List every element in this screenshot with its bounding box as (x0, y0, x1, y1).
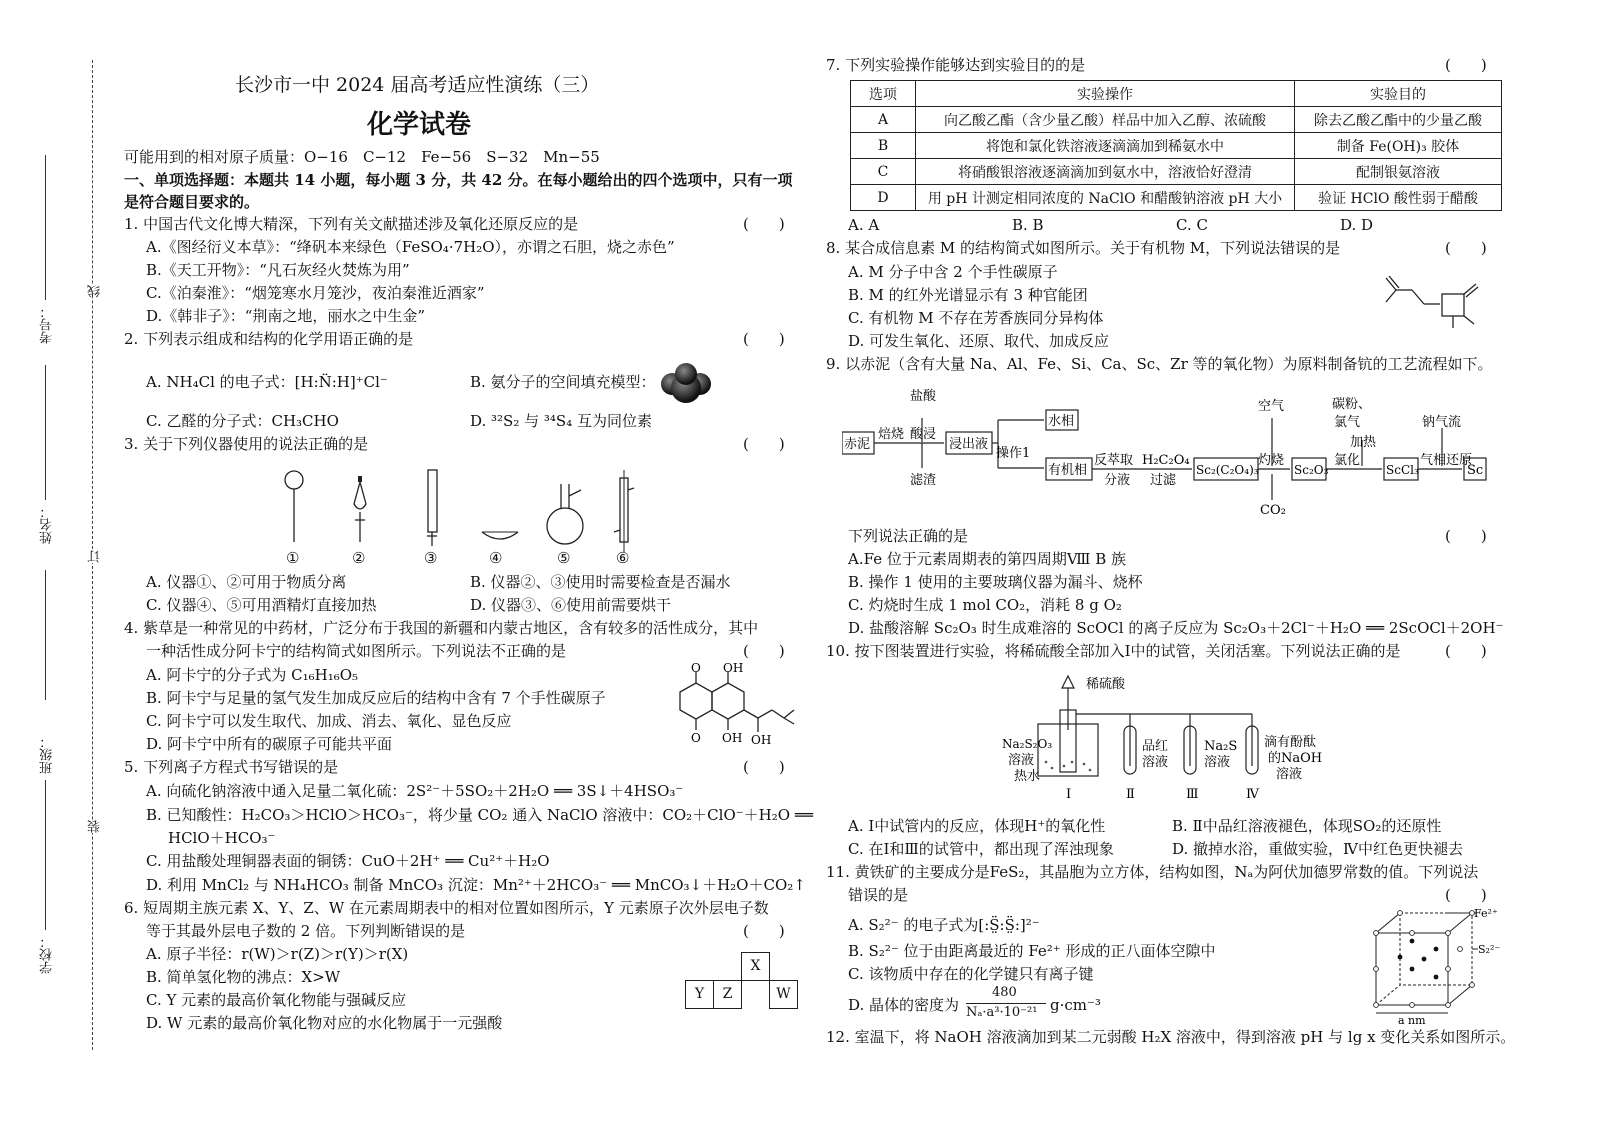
q7-option-a: A. A (848, 216, 880, 234)
exam-title: 长沙市一中 2024 届高考适应性演练（三） (235, 74, 600, 96)
q12-stem: 12. 室温下，将 NaOH 溶液滴加到某二元弱酸 H₂X 溶液中，得到溶液 pH 与 lg x 变化关系如图所示。 (826, 1028, 1516, 1046)
section1-line2: 是符合题目要求的。 (124, 193, 260, 211)
instrument-label-3: ③ (424, 549, 438, 567)
label-reshui: 热水 (1014, 769, 1041, 784)
label-naoh: 的NaOH (1268, 751, 1323, 766)
q5-option-b-1: B. 已知酸性：H₂CO₃＞HClO＞HCO₃⁻，将少量 CO₂ 通入 NaClO 溶液中：CO₂＋ClO⁻＋H₂O ══ (146, 806, 813, 824)
density-numerator: 480 (992, 985, 1017, 1000)
flow-zhuoshao: 灼烧 (1258, 453, 1285, 468)
q2-stem: 2. 下列表示组成和结构的化学用语正确的是 (124, 330, 414, 348)
tube-label-4: Ⅳ (1246, 787, 1259, 802)
q4-paren: ( ) (743, 642, 785, 660)
table-cell: A (851, 107, 916, 133)
table-header-row (851, 81, 1502, 107)
flow-lvzha: 滤渣 (910, 473, 937, 488)
scandium-process-flow (842, 380, 1502, 520)
flow-fenye: 分液 (1104, 473, 1131, 488)
table-cell: 用 pH 计测定相同浓度的 NaClO 和醋酸钠溶液 pH 大小 (916, 185, 1295, 211)
q9-option-b: B. 操作 1 使用的主要玻璃仪器为漏斗、烧杯 (848, 573, 1143, 591)
fraction-bar (966, 1003, 1046, 1004)
q7-option-d: D. D (1340, 216, 1374, 234)
shikonin-oh-side: OH (751, 733, 772, 747)
label-pinhong: 品红 (1142, 739, 1169, 754)
table-cell: 将硝酸银溶液逐滴滴加到氨水中，溶液恰好澄清 (916, 159, 1295, 185)
flow-naqiliu: 钠气流 (1422, 415, 1462, 430)
s2-label: S₂²⁻ (1478, 943, 1500, 956)
q3-stem: 3. 关于下列仪器使用的说法正确的是 (124, 435, 369, 453)
q7-option-c: C. C (1176, 216, 1208, 234)
q9-option-d: D. 盐酸溶解 Sc₂O₃ 时生成难溶的 ScOCl 的离子反应为 Sc₂O₃＋2Cl⁻＋H₂O ══ 2ScOCl＋2OH⁻ (848, 619, 1504, 637)
q7-option-b: B. B (1012, 216, 1044, 234)
q6-option-a: A. 原子半径：r(W)＞r(Z)＞r(Y)＞r(X) (146, 945, 409, 963)
q1-option-d: D.《韩非子》：“荆南之地，丽水之中生金” (146, 307, 426, 325)
lab-instruments-figure (270, 462, 650, 572)
shikonin-oh-top: OH (723, 662, 744, 675)
flow-guolv: 过滤 (1150, 473, 1177, 488)
label-rongye-2: 溶液 (1142, 755, 1169, 770)
q5-option-a: A. 向硫化钠溶液中通入足量二氧化硫：2S²⁻＋5SO₂＋2H₂O ══ 3S↓＋4HSO₃⁻ (146, 782, 684, 800)
fe-label: Fe²⁺ (1474, 907, 1498, 920)
q11-stem-2: 错误的是 (848, 886, 909, 904)
label-xiliusuan: 稀硫酸 (1086, 677, 1126, 692)
instrument-label-6: ⑥ (616, 549, 630, 567)
q7-stem: 7. 下列实验操作能够达到实验目的的是 (826, 56, 1086, 74)
flow-lvqi: 氯气 (1334, 415, 1361, 430)
q11-option-d-prefix: D. 晶体的密度为 (848, 996, 960, 1014)
q11-option-c: C. 该物质中存在的化学键只有离子键 (848, 965, 1094, 983)
exam-no-line (45, 155, 46, 300)
table-cell: 向乙酸乙酯（含少量乙酸）样品中加入乙醇、浓硫酸 (916, 107, 1295, 133)
q2-option-a: A. NH₄Cl 的电子式：[H:N̈:H]⁺Cl⁻ (146, 373, 388, 391)
q3-option-b: B. 仪器②、③使用时需要检查是否漏水 (470, 573, 731, 591)
q6-paren: ( ) (743, 922, 785, 940)
cell-z: Z (713, 980, 742, 1009)
q4-option-c: C. 阿卡宁可以发生取代、加成、消去、氧化、显色反应 (146, 712, 512, 730)
flow-youjixiang: 有机相 (1048, 463, 1088, 478)
flow-suanjin: 酸浸 (910, 427, 937, 442)
cell-y: Y (685, 980, 714, 1009)
q1-option-c: C.《泊秦淮》：“烟笼寒水月笼沙，夜泊秦淮近酒家” (146, 284, 485, 302)
pyrite-unit-cell (1360, 905, 1500, 1025)
xian-mark: 线 (88, 285, 103, 298)
table-cell: 配制银氨溶液 (1295, 159, 1502, 185)
q6-option-c: C. Y 元素的最高价氧化物能与强碱反应 (146, 991, 407, 1009)
q5-option-d: D. 利用 MnCl₂ 与 NH₄HCO₃ 制备 MnCO₃ 沉淀：Mn²⁺＋2HCO₃⁻ ══ MnCO₃↓＋H₂O＋CO₂↑ (146, 876, 806, 894)
label-rongye-1: 溶液 (1008, 753, 1035, 768)
q10-apparatus (1000, 670, 1330, 810)
q7-table (850, 80, 1502, 211)
q6-stem-1: 6. 短周期主族元素 X、Y、Z、W 在元素周期表中的相对位置如图所示，Y 元素原子次外层电子数 (124, 899, 769, 917)
q11-option-b: B. S₂²⁻ 位于由距离最近的 Fe²⁺ 形成的正八面体空隙中 (848, 942, 1216, 960)
flow-jinchuye: 浸出液 (949, 437, 989, 452)
a-nm-label: a nm (1398, 1014, 1426, 1025)
name-label: 姓名： (40, 505, 55, 544)
periodic-table-fragment (685, 952, 797, 1010)
tube-label-1: Ⅰ (1066, 787, 1072, 802)
q3-option-c: C. 仪器④、⑤可用酒精灯直接加热 (146, 596, 377, 614)
q4-option-a: A. 阿卡宁的分子式为 C₁₆H₁₆O₅ (146, 666, 359, 684)
table-row (851, 159, 1502, 185)
q2-option-b: B. 氨分子的空间填充模型： (470, 373, 656, 391)
q9-option-a: A.Fe 位于元素周期表的第四周期Ⅷ B 族 (848, 550, 1127, 568)
exam-no-label: 考号： (40, 305, 55, 344)
q9-paren: ( ) (1445, 527, 1487, 545)
table-row (851, 133, 1502, 159)
density-unit: g·cm⁻³ (1050, 996, 1101, 1014)
section1-line1: 一、单项选择题：本题共 14 小题，每小题 3 分，共 42 分。在每小题给出的四个选项中，只有一项 (124, 171, 793, 189)
table-cell: 将饱和氯化铁溶液逐滴滴加到稀氨水中 (916, 133, 1295, 159)
cell-w: W (769, 980, 798, 1009)
q9-option-c: C. 灼烧时生成 1 mol CO₂，消耗 8 g O₂ (848, 596, 1122, 614)
q4-stem-2: 一种活性成分阿卡宁的结构简式如图所示。下列说法不正确的是 (146, 642, 567, 660)
q1-paren: ( ) (743, 215, 785, 233)
q8-paren: ( ) (1445, 239, 1487, 257)
q1-stem: 1. 中国古代文化博大精深，下列有关文献描述涉及氧化还原反应的是 (124, 215, 579, 233)
flow-caozuo1: 操作1 (996, 446, 1031, 461)
table-cell: 验证 HClO 酸性弱于醋酸 (1295, 185, 1502, 211)
tube-label-3: Ⅲ (1186, 787, 1199, 802)
q7-paren: ( ) (1445, 56, 1487, 74)
atomic-masses: 可能用到的相对原子质量：O−16 C−12 Fe−56 S−32 Mn−55 (124, 148, 600, 166)
label-na2s: Na₂S (1204, 739, 1238, 754)
instrument-label-5: ⑤ (557, 549, 571, 567)
flow-beishao: 焙烧 (878, 427, 905, 442)
shikonin-o-bottom: O (691, 731, 701, 745)
q8-option-d: D. 可发生氧化、还原、取代、加成反应 (848, 332, 1110, 350)
q8-stem: 8. 某合成信息素 M 的结构简式如图所示。关于有机物 M，下列说法错误的是 (826, 239, 1341, 257)
q1-option-b: B.《天工开物》：“凡石灰经火焚炼为用” (146, 261, 410, 279)
table-cell: D (851, 185, 916, 211)
table-row (851, 185, 1502, 211)
ammonia-space-filling-model (656, 360, 716, 406)
q4-option-d: D. 阿卡宁中所有的碳原子可能共平面 (146, 735, 393, 753)
table-row (851, 107, 1502, 133)
q10-stem: 10. 按下图装置进行实验，将稀硫酸全部加入Ⅰ中的试管，关闭活塞。下列说法正确的是 (826, 642, 1401, 660)
label-dijia: 滴有酚酞 (1264, 735, 1317, 750)
q10-option-a: A. Ⅰ中试管内的反应，体现H⁺的氧化性 (848, 817, 1106, 835)
q5-option-b-2: HClO＋HCO₃⁻ (168, 829, 276, 847)
flow-lvhua: 氯化 (1334, 453, 1361, 468)
density-denominator: Nₐ·a³·10⁻²¹ (966, 1005, 1038, 1020)
q8-option-b: B. M 的红外光谱显示有 3 种官能团 (848, 286, 1088, 304)
cell-x: X (741, 952, 770, 981)
flow-kongqi: 空气 (1258, 399, 1285, 414)
pheromone-m-structure (1380, 268, 1500, 334)
q2-option-c: C. 乙醛的分子式：CH₃CHO (146, 412, 339, 430)
table-cell: B (851, 133, 916, 159)
flow-h2c2o4: H₂C₂O₄ (1142, 453, 1190, 468)
table-header: 实验目的 (1295, 81, 1502, 107)
flow-chini: 赤泥 (844, 437, 871, 452)
q1-option-a: A.《图经衍义本草》：“绛矾本来绿色（FeSO₄·7H₂O），亦谓之石胆，烧之赤色” (146, 238, 675, 256)
flow-tanfen: 碳粉、 (1332, 397, 1372, 412)
q5-paren: ( ) (743, 758, 785, 776)
q4-stem-1: 4. 紫草是一种常见的中药材，广泛分布于我国的新疆和内蒙古地区，含有较多的活性成分，其中 (124, 619, 759, 637)
subject-title: 化学试卷 (367, 110, 472, 140)
q6-option-b: B. 简单氢化物的沸点：X>W (146, 968, 341, 986)
tube-label-2: Ⅱ (1126, 787, 1135, 802)
q10-paren: ( ) (1445, 642, 1487, 660)
q11-option-a: A. S₂²⁻ 的电子式为[:S̤̈:S̤̈:]²⁻ (848, 916, 1040, 934)
q6-option-d: D. W 元素的最高价氧化物对应的水化物属于一元强酸 (146, 1014, 503, 1032)
table-cell: C (851, 159, 916, 185)
q11-paren: ( ) (1445, 886, 1487, 904)
flow-sc: Sc (1467, 463, 1484, 478)
table-header: 实验操作 (916, 81, 1295, 107)
flow-sc2o3: Sc₂O₃ (1294, 463, 1329, 477)
q4-option-b: B. 阿卡宁与足量的氢气发生加成反应后的结构中含有 7 个手性碳原子 (146, 689, 606, 707)
label-na2s2o3: Na₂S₂O₃ (1002, 737, 1053, 751)
table-header: 选项 (851, 81, 916, 107)
q2-option-d: D. ³²S₂ 与 ³⁴S₄ 互为同位素 (470, 412, 652, 430)
zhuang-mark: 装 (88, 820, 103, 833)
flow-fancuiqu: 反萃取 (1094, 453, 1134, 468)
q10-option-c: C. 在Ⅰ和Ⅲ的试管中，都出现了浑浊现象 (848, 840, 1114, 858)
q3-paren: ( ) (743, 435, 785, 453)
flow-sccl3: ScCl₃ (1386, 463, 1419, 477)
flow-qixiang: 气相还原 (1420, 453, 1473, 468)
shikonin-structure (660, 662, 800, 754)
instrument-label-4: ④ (489, 549, 503, 567)
flow-yansuan: 盐酸 (910, 389, 937, 404)
q2-paren: ( ) (743, 330, 785, 348)
q11-stem-1: 11. 黄铁矿的主要成分是FeS₂，其晶胞为立方体，结构如图，Nₐ为阿伏加德罗常数的值。下列说法 (826, 863, 1479, 881)
shikonin-oh-bottom: OH (722, 731, 743, 745)
flow-jiare: 加热 (1350, 435, 1377, 450)
instrument-label-1: ① (286, 549, 300, 567)
flow-shuixiang: 水相 (1048, 414, 1075, 429)
ding-mark: 订 (88, 550, 103, 563)
table-cell: 除去乙酸乙酯中的少量乙酸 (1295, 107, 1502, 133)
q8-option-c: C. 有机物 M 不存在芳香族同分异构体 (848, 309, 1104, 327)
shikonin-o-top: O (691, 662, 701, 675)
name-line (45, 365, 46, 500)
q9-stem-2: 下列说法正确的是 (848, 527, 969, 545)
flow-co2: CO₂ (1260, 503, 1286, 518)
q5-stem: 5. 下列离子方程式书写错误的是 (124, 758, 339, 776)
flow-sc2c2o43: Sc₂(C₂O₄)₃ (1196, 463, 1259, 477)
label-rongye-3: 溶液 (1204, 755, 1231, 770)
q8-option-a: A. M 分子中含 2 个手性碳原子 (848, 263, 1058, 281)
table-cell: 制备 Fe(OH)₃ 胶体 (1295, 133, 1502, 159)
class-label: 班级： (40, 735, 55, 774)
q9-stem: 9. 以赤泥（含有大量 Na、Al、Fe、Si、Ca、Sc、Zr 等的氧化物）为原料制备钪的工艺流程如下。 (826, 355, 1493, 373)
q10-option-d: D. 撤掉水浴，重做实验，Ⅳ中红色更快褪去 (1172, 840, 1464, 858)
q10-option-b: B. Ⅱ中品红溶液褪色，体现SO₂的还原性 (1172, 817, 1442, 835)
q3-option-d: D. 仪器③、⑥使用前需要烘干 (470, 596, 672, 614)
q3-option-a: A. 仪器①、②可用于物质分离 (146, 573, 347, 591)
school-label: 学校： (40, 935, 55, 974)
label-rongye-4: 溶液 (1276, 767, 1303, 782)
name-line-2 (45, 570, 46, 700)
q6-stem-2: 等于其最外层电子数的 2 倍。下列判断错误的是 (146, 922, 466, 940)
instrument-label-2: ② (352, 549, 366, 567)
q5-option-c: C. 用盐酸处理铜器表面的铜锈：CuO＋2H⁺ ══ Cu²⁺＋H₂O (146, 852, 550, 870)
class-line (45, 780, 46, 930)
